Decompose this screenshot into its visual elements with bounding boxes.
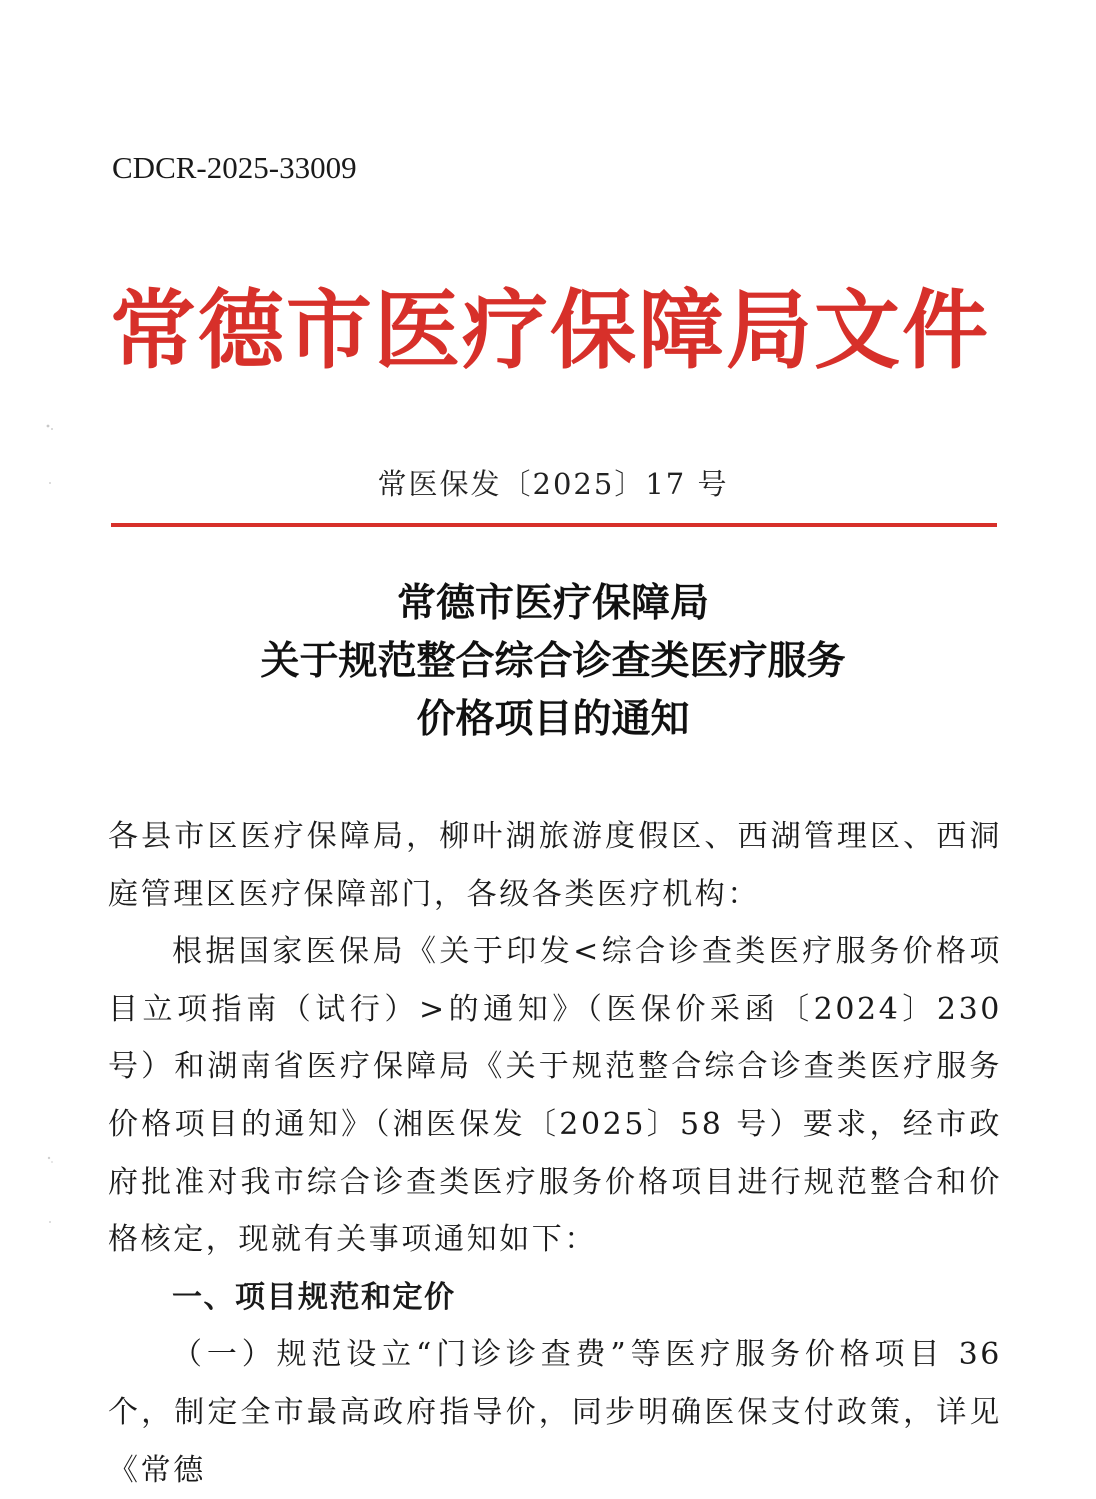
document-body [108, 808, 1002, 1499]
document-title [110, 574, 996, 748]
red-divider-rule [111, 523, 997, 527]
masthead-title: 常德市医疗保障局文件 [110, 280, 990, 381]
scan-speck-mark [40, 474, 60, 494]
body-paragraph-1: 根据国家医保局《关于印发<综合诊查类医疗服务价格项目立项指南（试行）>的通知》（医保价采函〔2024〕230 号）和湖南省医疗保障局《关于规范整合综合诊查类医疗服务价格项目的通知》（湘医保发〔2025〕58 号）要求，经市政府批准对我市综合诊查类医疗服务价格项目进行规范整合和价格核定，现就有关事项通知如下： [108, 934, 1002, 1258]
body-paragraph-2: （一）规范设立“门诊诊查费”等医疗服务价格项目 36 个，制定全市最高政府指导价，同步明确医保支付政策，详见《常德 [108, 1337, 1002, 1488]
scan-speck-mark [40, 1150, 60, 1170]
section-heading-1: 一、项目规范和定价 [172, 1279, 456, 1315]
title-line-2: 关于规范整合综合诊查类医疗服务 [260, 638, 846, 684]
title-line-3: 价格项目的通知 [416, 696, 690, 742]
title-line-1: 常德市医疗保障局 [396, 580, 709, 626]
scan-speck-mark [40, 1212, 60, 1232]
document-number: 常医保发〔2025〕17 号 [377, 467, 729, 501]
addressee-paragraph: 各县市区医疗保障局，柳叶湖旅游度假区、西湖管理区、西洞庭管理区医疗保障部门，各级各类医疗机构： [108, 819, 1002, 912]
scan-speck-mark [40, 418, 60, 438]
document-code: CDCR-2025-33009 [112, 150, 357, 185]
